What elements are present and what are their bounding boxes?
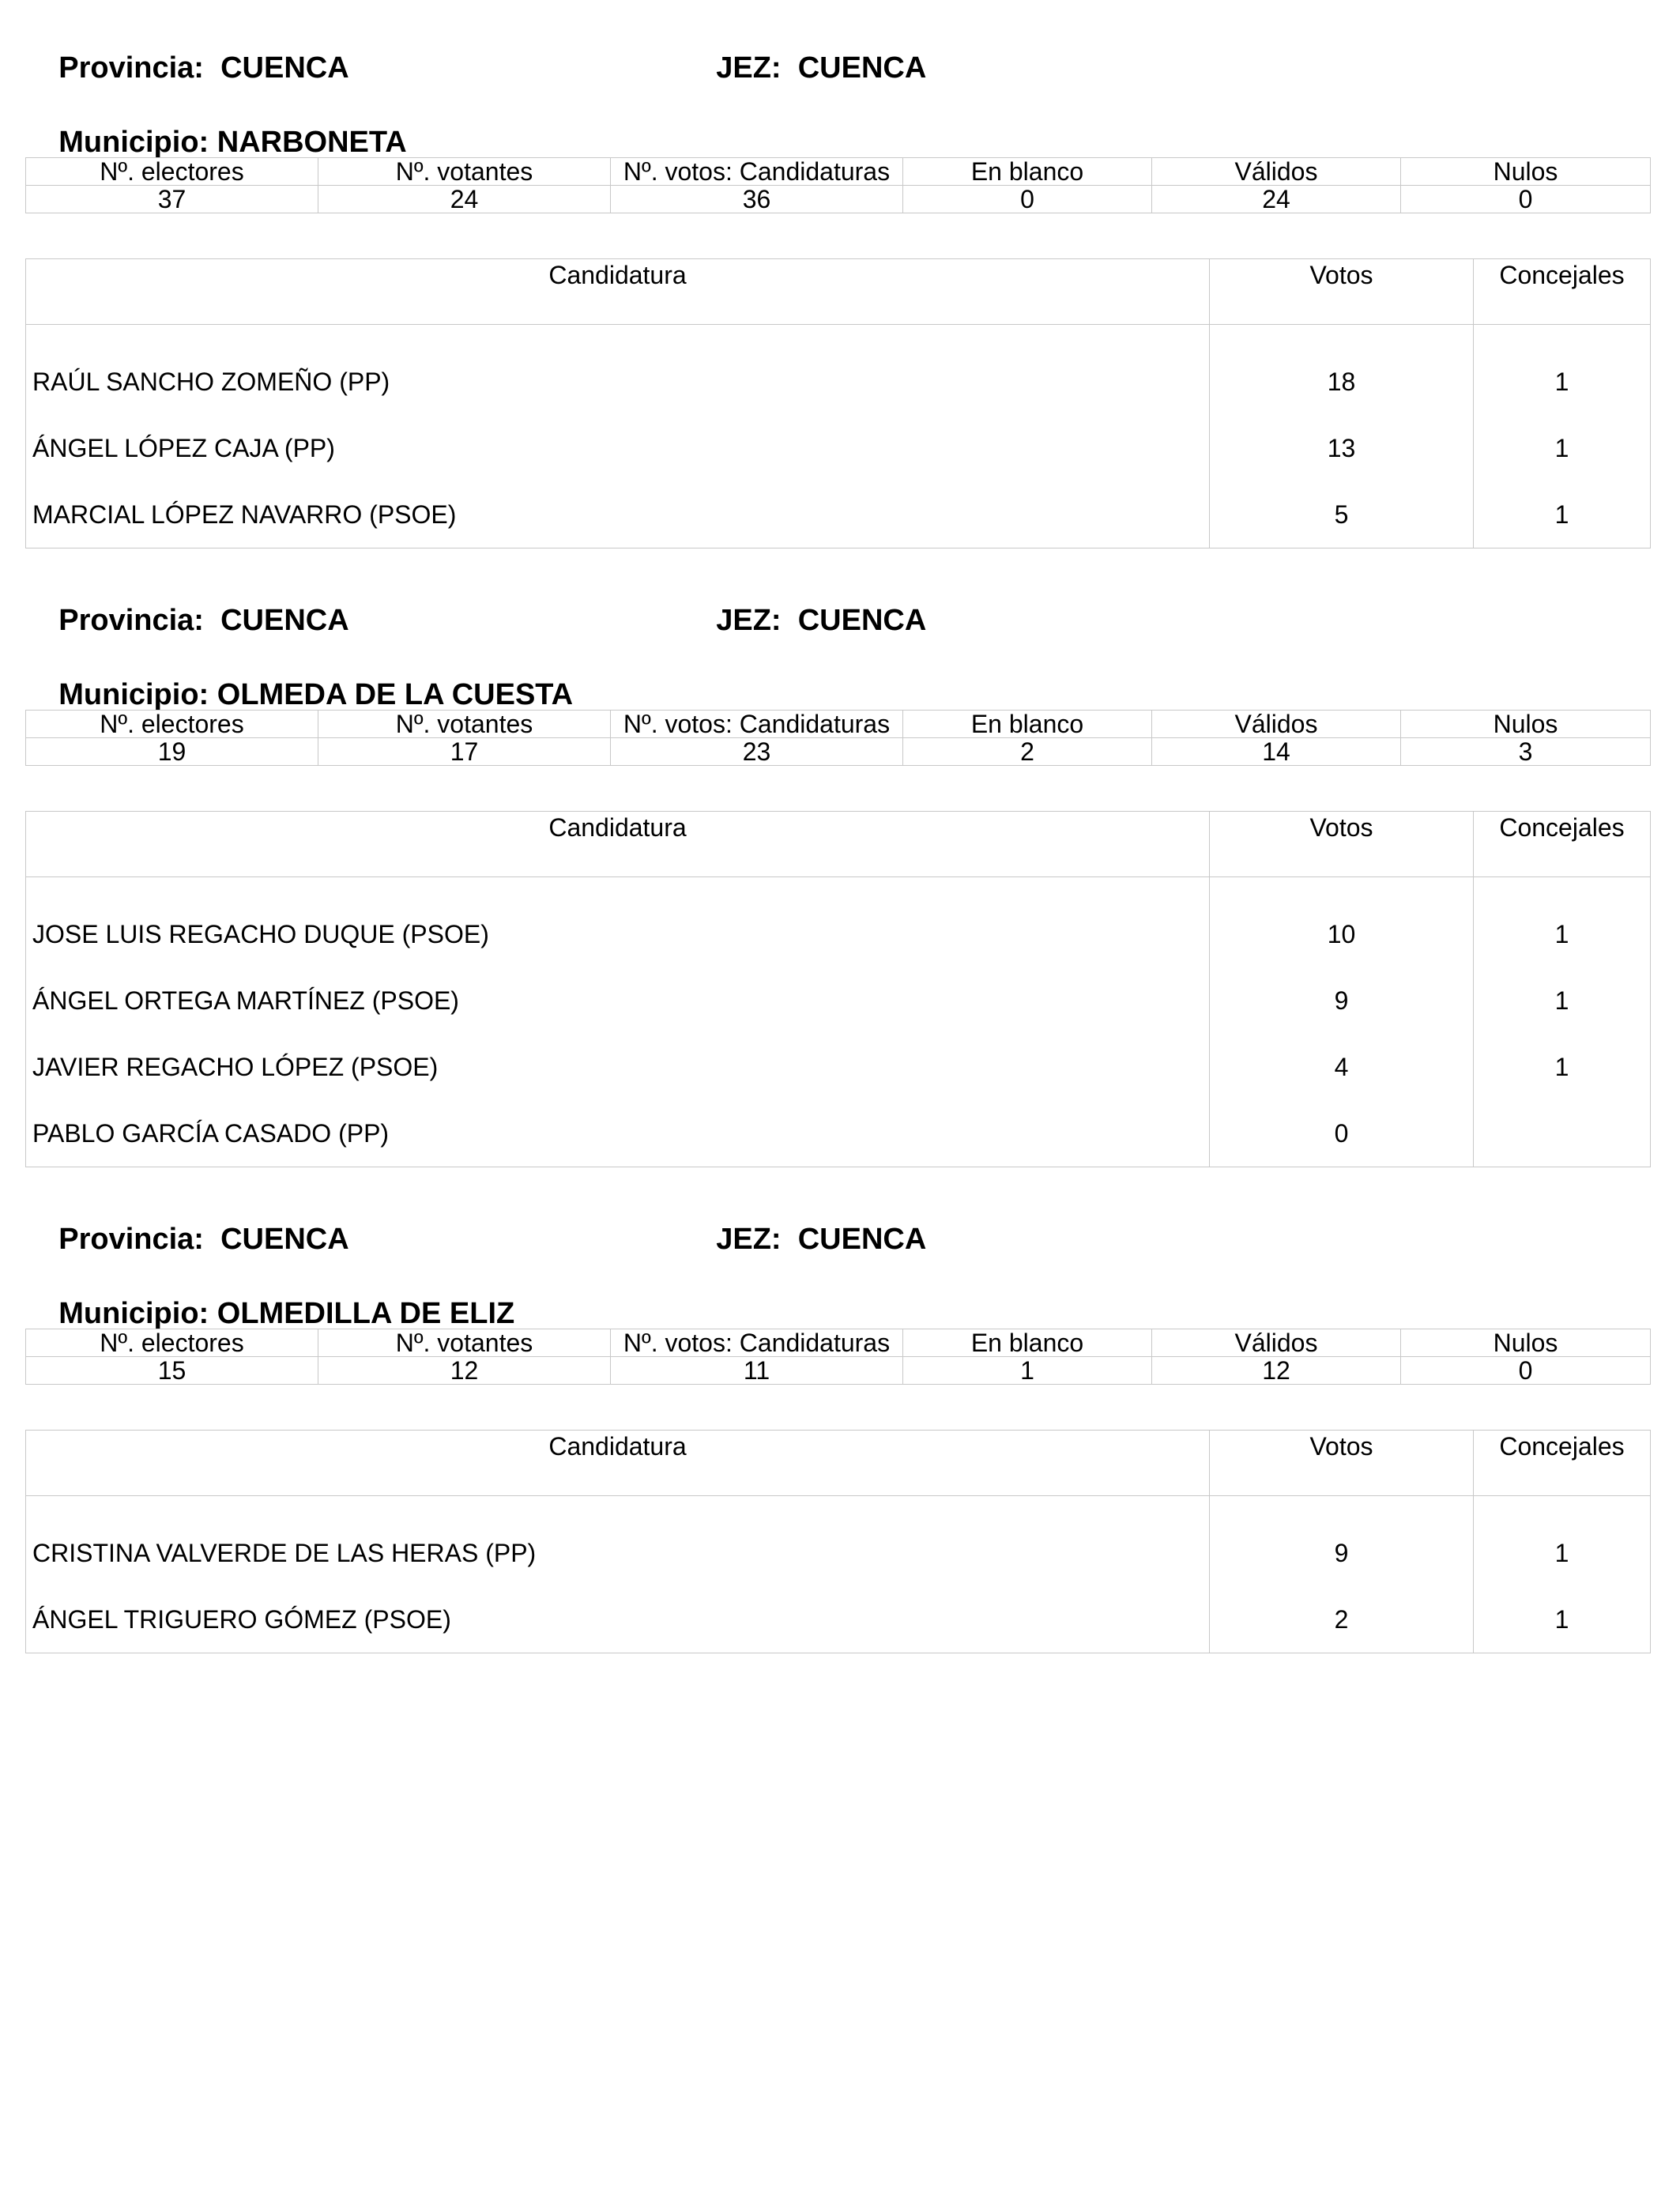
candidates-table bbox=[25, 811, 1651, 1167]
stats-value: 3 bbox=[1401, 738, 1651, 766]
candidatura-header: Candidatura bbox=[26, 259, 1210, 325]
candidate-row bbox=[26, 1100, 1651, 1167]
candidate-concejales: 1 bbox=[1474, 967, 1651, 1034]
candidate-votos: 0 bbox=[1210, 1100, 1474, 1167]
stats-header: Nº. votantes bbox=[318, 158, 611, 186]
stats-header: Válidos bbox=[1152, 711, 1401, 738]
stats-header: Nº. electores bbox=[26, 711, 318, 738]
stats-header: En blanco bbox=[903, 158, 1152, 186]
stats-header-row bbox=[26, 158, 1651, 186]
candidate-row bbox=[26, 1034, 1651, 1100]
candidate-row bbox=[26, 415, 1651, 481]
stats-value: 37 bbox=[26, 186, 318, 213]
jez-value: CUENCA bbox=[797, 1223, 927, 1256]
candidate-votos: 4 bbox=[1210, 1034, 1474, 1100]
stats-value-row bbox=[26, 1357, 1651, 1385]
concejales-header: Concejales bbox=[1474, 259, 1651, 325]
provincia-value: CUENCA bbox=[220, 604, 349, 637]
stats-table bbox=[25, 1329, 1651, 1385]
stats-value: 1 bbox=[903, 1357, 1152, 1385]
candidatura-header: Candidatura bbox=[26, 1431, 1210, 1496]
candidate-name: ÁNGEL LÓPEZ CAJA (PP) bbox=[26, 415, 1210, 481]
candidate-votos: 2 bbox=[1210, 1586, 1474, 1653]
candidate-row bbox=[26, 481, 1651, 548]
provincia-label: Provincia: bbox=[58, 1223, 204, 1256]
candidates-table bbox=[25, 1430, 1651, 1653]
candidate-row bbox=[26, 1496, 1651, 1587]
candidate-concejales bbox=[1474, 1100, 1651, 1167]
stats-value: 0 bbox=[1401, 186, 1651, 213]
stats-value: 24 bbox=[318, 186, 611, 213]
municipio-label: Municipio: bbox=[58, 126, 209, 159]
municipio-label: Municipio: bbox=[58, 1297, 209, 1330]
candidate-votos: 9 bbox=[1210, 967, 1474, 1034]
jez-heading bbox=[683, 16, 926, 120]
jez-label: JEZ: bbox=[716, 51, 782, 85]
stats-value: 19 bbox=[26, 738, 318, 766]
stats-header: Nº. votantes bbox=[318, 1329, 611, 1357]
candidates-table bbox=[25, 258, 1651, 548]
stats-header-row bbox=[26, 1329, 1651, 1357]
jez-value: CUENCA bbox=[797, 604, 927, 637]
stats-header: Nº. votos: Candidaturas bbox=[611, 711, 903, 738]
candidate-concejales: 1 bbox=[1474, 481, 1651, 548]
municipio-value: OLMEDILLA DE ELIZ bbox=[217, 1297, 515, 1330]
municipio-value: OLMEDA DE LA CUESTA bbox=[217, 678, 574, 711]
stats-header: Nº. electores bbox=[26, 1329, 318, 1357]
candidate-votos: 5 bbox=[1210, 481, 1474, 548]
candidate-votos: 10 bbox=[1210, 877, 1474, 968]
jez-value: CUENCA bbox=[797, 51, 927, 85]
candidate-concejales: 1 bbox=[1474, 325, 1651, 416]
candidate-concejales: 1 bbox=[1474, 1496, 1651, 1587]
stats-header: En blanco bbox=[903, 1329, 1152, 1357]
stats-value: 24 bbox=[1152, 186, 1401, 213]
stats-value: 12 bbox=[318, 1357, 611, 1385]
provincia-value: CUENCA bbox=[220, 1223, 349, 1256]
stats-header: Nulos bbox=[1401, 158, 1651, 186]
jez-heading bbox=[683, 1187, 926, 1291]
stats-value: 11 bbox=[611, 1357, 903, 1385]
municipio-value: NARBONETA bbox=[217, 126, 407, 159]
stats-value: 12 bbox=[1152, 1357, 1401, 1385]
stats-header: Nº. electores bbox=[26, 158, 318, 186]
stats-value: 14 bbox=[1152, 738, 1401, 766]
candidate-name: JAVIER REGACHO LÓPEZ (PSOE) bbox=[26, 1034, 1210, 1100]
candidate-votos: 18 bbox=[1210, 325, 1474, 416]
candidate-name: JOSE LUIS REGACHO DUQUE (PSOE) bbox=[26, 877, 1210, 968]
stats-value: 17 bbox=[318, 738, 611, 766]
stats-value: 0 bbox=[903, 186, 1152, 213]
stats-header: Válidos bbox=[1152, 1329, 1401, 1357]
candidates-header-row bbox=[26, 1431, 1651, 1496]
candidate-name: PABLO GARCÍA CASADO (PP) bbox=[26, 1100, 1210, 1167]
jez-label: JEZ: bbox=[716, 1223, 782, 1256]
candidate-name: MARCIAL LÓPEZ NAVARRO (PSOE) bbox=[26, 481, 1210, 548]
jez-heading bbox=[683, 568, 926, 673]
candidate-row bbox=[26, 1586, 1651, 1653]
stats-header: En blanco bbox=[903, 711, 1152, 738]
candidatura-header: Candidatura bbox=[26, 812, 1210, 877]
candidate-name: CRISTINA VALVERDE DE LAS HERAS (PP) bbox=[26, 1496, 1210, 1587]
candidate-concejales: 1 bbox=[1474, 1034, 1651, 1100]
provincia-label: Provincia: bbox=[58, 604, 204, 637]
candidate-concejales: 1 bbox=[1474, 877, 1651, 968]
stats-table bbox=[25, 710, 1651, 766]
candidate-concejales: 1 bbox=[1474, 1586, 1651, 1653]
candidate-votos: 9 bbox=[1210, 1496, 1474, 1587]
stats-header: Nº. votos: Candidaturas bbox=[611, 1329, 903, 1357]
candidates-header-row bbox=[26, 812, 1651, 877]
candidate-votos: 13 bbox=[1210, 415, 1474, 481]
candidate-name: ÁNGEL TRIGUERO GÓMEZ (PSOE) bbox=[26, 1586, 1210, 1653]
stats-value-row bbox=[26, 186, 1651, 213]
votos-header: Votos bbox=[1210, 1431, 1474, 1496]
provincia-label: Provincia: bbox=[58, 51, 204, 85]
candidate-name: RAÚL SANCHO ZOMEÑO (PP) bbox=[26, 325, 1210, 416]
stats-value: 36 bbox=[611, 186, 903, 213]
stats-header: Nulos bbox=[1401, 1329, 1651, 1357]
municipio-label: Municipio: bbox=[58, 678, 209, 711]
stats-value: 23 bbox=[611, 738, 903, 766]
stats-header-row bbox=[26, 711, 1651, 738]
stats-header: Nulos bbox=[1401, 711, 1651, 738]
stats-value: 15 bbox=[26, 1357, 318, 1385]
stats-value: 2 bbox=[903, 738, 1152, 766]
candidate-row bbox=[26, 967, 1651, 1034]
candidate-name: ÁNGEL ORTEGA MARTÍNEZ (PSOE) bbox=[26, 967, 1210, 1034]
candidate-row bbox=[26, 325, 1651, 416]
jez-label: JEZ: bbox=[716, 604, 782, 637]
stats-header: Válidos bbox=[1152, 158, 1401, 186]
candidates-header-row bbox=[26, 259, 1651, 325]
stats-header: Nº. votantes bbox=[318, 711, 611, 738]
stats-table bbox=[25, 157, 1651, 213]
stats-value-row bbox=[26, 738, 1651, 766]
provincia-value: CUENCA bbox=[220, 51, 349, 85]
votos-header: Votos bbox=[1210, 259, 1474, 325]
candidate-concejales: 1 bbox=[1474, 415, 1651, 481]
votos-header: Votos bbox=[1210, 812, 1474, 877]
concejales-header: Concejales bbox=[1474, 1431, 1651, 1496]
stats-header: Nº. votos: Candidaturas bbox=[611, 158, 903, 186]
concejales-header: Concejales bbox=[1474, 812, 1651, 877]
stats-value: 0 bbox=[1401, 1357, 1651, 1385]
candidate-row bbox=[26, 877, 1651, 968]
